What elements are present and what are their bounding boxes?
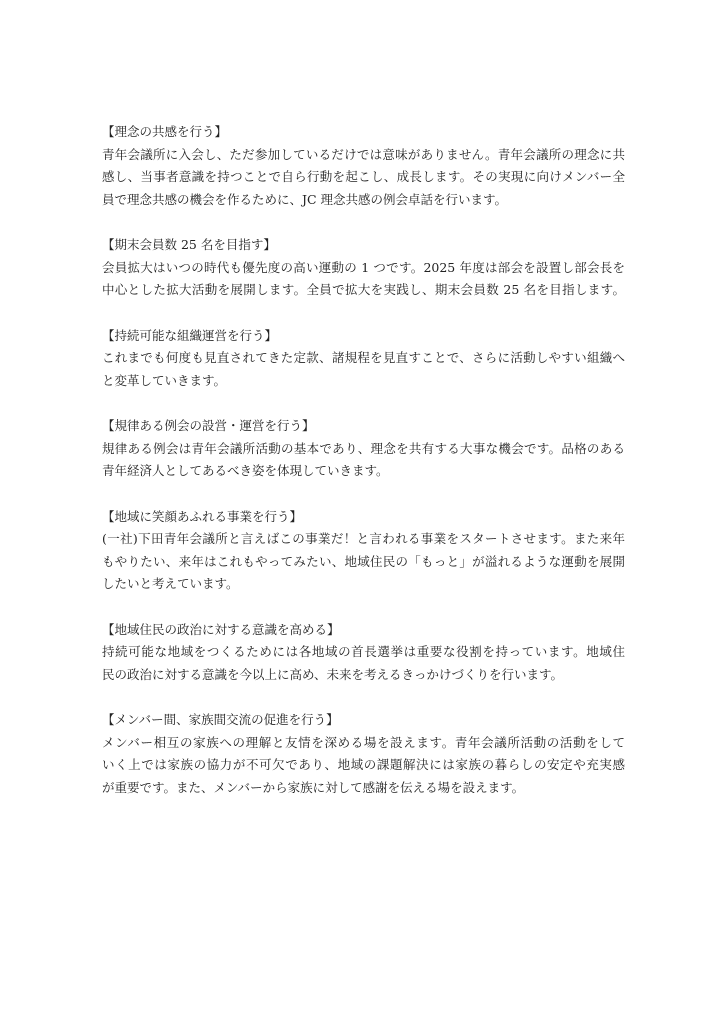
section-philosophy-empathy bbox=[102, 121, 625, 211]
section-heading: 【期末会員数 25 名を目指す】 bbox=[102, 237, 276, 252]
paragraph-line: が重要です。また、メンバーから家族に対して感謝を伝える場を設えます。 bbox=[102, 779, 525, 795]
paragraph-line: 員で理念共感の機会を作るために、JC 理念共感の例会卓話を行います。 bbox=[102, 191, 508, 207]
paragraph-line: と変革していきます。 bbox=[102, 372, 227, 388]
paragraph-line: もやりたい、来年はこれもやってみたい、地域住民の「もっと」が溢れるような運動を展開 bbox=[102, 553, 625, 569]
paragraph-line: したいと考えています。 bbox=[102, 576, 239, 591]
paragraph-line: 民の政治に対する意識を今以上に高め、未来を考えるきっかけづくりを行います。 bbox=[102, 666, 564, 682]
section-member-target bbox=[102, 234, 625, 302]
section-disciplined-meetings bbox=[102, 415, 625, 483]
document-page bbox=[102, 121, 625, 822]
paragraph-line: 会員拡大はいつの時代も優先度の高い運動の 1 つです。2025 年度は部会を設置し部会長を bbox=[102, 259, 625, 275]
paragraph-line: いく上では家族の協力が不可欠であり、地域の課題解決には家族の暮らしの安定や充実感 bbox=[102, 757, 625, 772]
section-heading: 【理念の共感を行う】 bbox=[102, 124, 228, 139]
paragraph-line: 青年会議所に入会し、ただ参加しているだけでは意味がありません。青年会議所の理念に共 bbox=[102, 146, 625, 162]
section-heading: 【地域住民の政治に対する意識を高める】 bbox=[102, 621, 340, 637]
paragraph-line: 青年経済人としてあるべき姿を体現していきます。 bbox=[102, 463, 389, 478]
section-family-exchange bbox=[102, 709, 625, 799]
section-heading: 【規律ある例会の設営・運営を行う】 bbox=[102, 418, 315, 433]
paragraph-line: 規律ある例会は青年会議所活動の基本であり、理念を共有する大事な機会です。品格のある bbox=[102, 440, 625, 456]
section-sustainable-organization bbox=[102, 325, 625, 393]
paragraph-line: 中心とした拡大活動を展開します。全員で拡大を実践し、期末会員数 25 名を目指します。 bbox=[102, 282, 625, 297]
section-heading: 【持続可能な組織運営を行う】 bbox=[102, 327, 278, 343]
paragraph-line: これまでも何度も見直されてきた定款、諸規程を見直すことで、さらに活動しやすい組織へ bbox=[102, 350, 625, 365]
paragraph-line: 感し、当事者意識を持つことで自ら行動を起こし、成長します。その実現に向けメンバー全 bbox=[102, 169, 625, 184]
section-heading: 【メンバー間、家族間交流の促進を行う】 bbox=[102, 712, 339, 727]
section-heading: 【地域に笑顔あふれる事業を行う】 bbox=[102, 508, 303, 524]
section-community-events bbox=[102, 506, 625, 596]
section-political-awareness bbox=[102, 619, 625, 687]
paragraph-line: 持続可能な地域をつくるためには各地域の首長選挙は重要な役割を持っています。地域住 bbox=[102, 644, 625, 659]
paragraph-line: メンバー相互の家族への理解と友情を深める場を設えます。青年会議所活動の活動をして bbox=[102, 734, 625, 750]
paragraph-line: (一社)下田青年会議所と言えばこの事業だ！と言われる事業をスタートさせます。また来年 bbox=[102, 531, 625, 546]
